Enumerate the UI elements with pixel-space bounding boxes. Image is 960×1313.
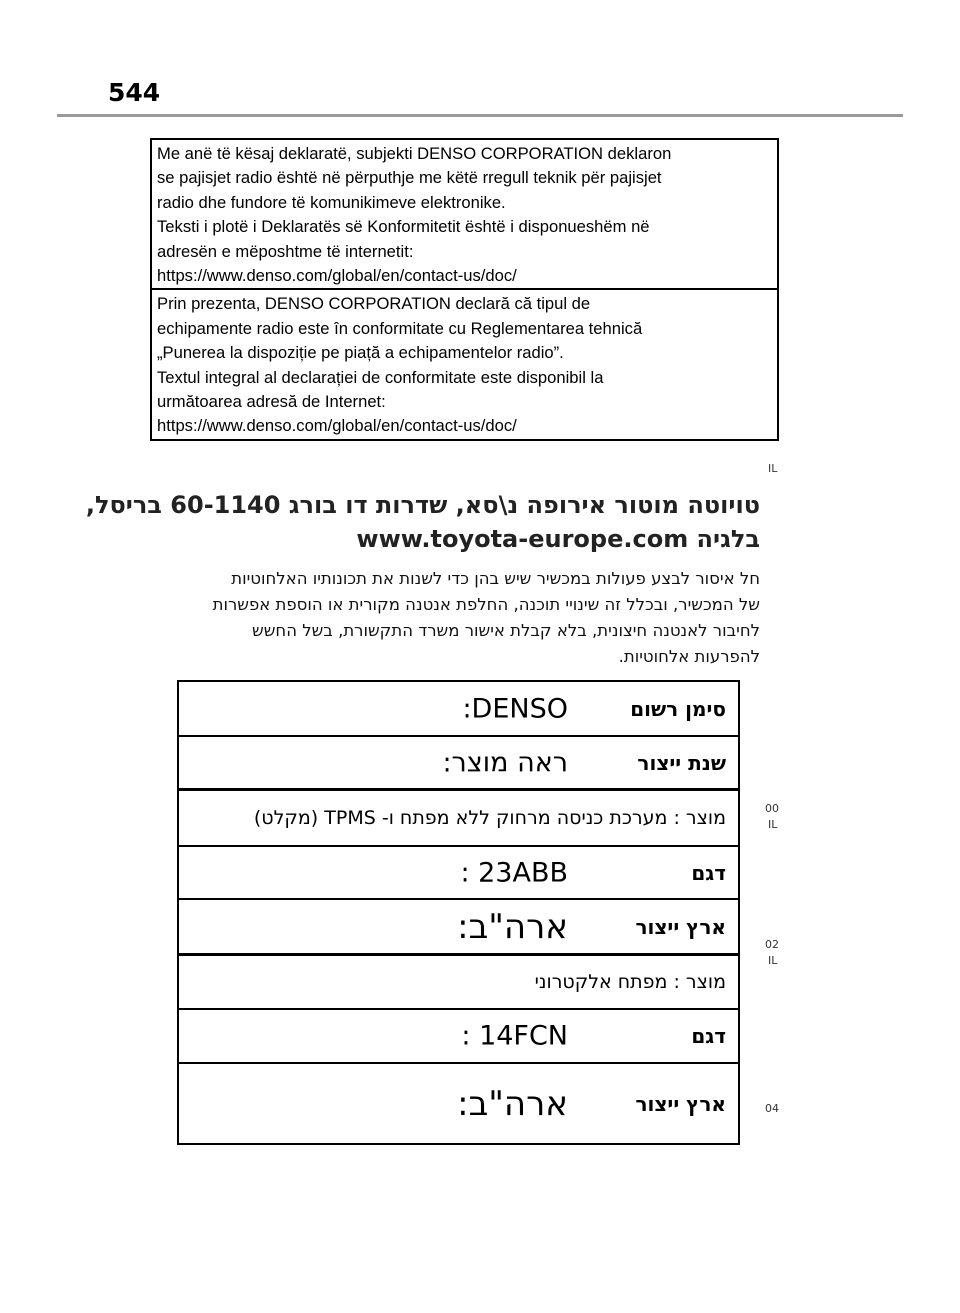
row-value: ראה מוצר: [442, 747, 568, 778]
address-line: טויוטה מוטור אירופה נ\סא, שדרות דו בורג 60-1140 בריסל, [85, 491, 760, 519]
product-description: מוצר : מפתח אלקטרוני [534, 971, 726, 993]
table-row [179, 791, 738, 847]
model-value: 23ABB : [460, 857, 568, 888]
declaration-line: Prin prezenta, DENSO CORPORATION declară că tipul de [157, 294, 591, 314]
il-tag-code: 02 [765, 938, 779, 951]
table-row [179, 682, 738, 737]
declaration-line: se pajisjet radio është në përputhje me këtë rregull teknik për pajisjet [157, 168, 662, 188]
paragraph-line: של המכשיר, ובכלל זה שינויי תוכנה, החלפת אנטנה מקורית או הוספת אפשרות [212, 595, 760, 614]
table-row [179, 847, 738, 900]
il-tag-code: 00 [765, 802, 779, 815]
declaration-url: https://www.denso.com/global/en/contact-us/doc/ [157, 266, 517, 286]
address-line: בלגיה www.toyota-europe.com [356, 525, 760, 553]
table-row [179, 956, 738, 1010]
row-label: סימן רשום [630, 696, 726, 721]
hebrew-address [86, 488, 760, 556]
declaration-line: următoarea adresă de Internet: [157, 392, 386, 412]
row-label: ארץ ייצור [635, 914, 726, 939]
model-value: 14FCN : [461, 1020, 568, 1052]
il-tag: IL [768, 818, 778, 831]
country-value: ארה"ב: [457, 1083, 568, 1124]
country-value: ארה"ב: [457, 906, 568, 947]
declaration-line: Me anë të kësaj deklaratë, subjekti DENSO CORPORATION deklaron [157, 144, 672, 163]
il-tag-code: 04 [765, 1102, 779, 1115]
declaration-line: radio dhe fundore të komunikimeve elektronike. [157, 192, 506, 212]
product-table [177, 680, 740, 1145]
declaration-line: Textul integral al declarației de conformitate este disponibil la [157, 367, 604, 387]
declaration-line: echipamente radio este în conformitate cu Reglementarea tehnică [157, 318, 643, 338]
il-tag: IL [768, 954, 778, 967]
page-number: 544 [108, 78, 161, 107]
table-row [179, 900, 738, 956]
paragraph-line: לחיבור לאנטנה חיצונית, בלא קבלת אישור משרד התקשורת, בשל החשש [252, 621, 760, 640]
declaration-albanian [152, 140, 777, 288]
declaration-url: https://www.denso.com/global/en/contact-us/doc/ [157, 416, 517, 436]
row-label: דגם [691, 860, 726, 885]
product-description: מוצר : מערכת כניסה מרחוק ללא מפתח ו- TPMS (מקלט) [253, 807, 726, 829]
hebrew-warning-paragraph [140, 566, 760, 670]
row-label: ארץ ייצור [635, 1091, 726, 1116]
table-row [179, 1064, 738, 1143]
row-label: שנת ייצור [637, 750, 726, 775]
row-label: דגם [691, 1024, 726, 1048]
declaration-line: adresën e mëposhtme të internetit: [157, 241, 414, 261]
header-divider [57, 114, 903, 117]
paragraph-line: להפרעות אלחוטיות. [618, 647, 760, 666]
il-tag: IL [768, 462, 778, 475]
table-row [179, 1010, 738, 1064]
row-value: DENSO: [462, 693, 568, 724]
declaration-line: Teksti i plotë i Deklaratës së Konformitetit është i disponueshëm në [157, 217, 650, 237]
declaration-romanian [152, 288, 777, 438]
table-row [179, 737, 738, 791]
declaration-line: „Punerea la dispoziție pe piață a echipamentelor radio”. [157, 343, 564, 363]
paragraph-line: חל איסור לבצע פעולות במכשיר שיש בהן כדי לשנות את תכונותיו האלחוטיות [231, 569, 760, 588]
declaration-table [150, 138, 779, 441]
